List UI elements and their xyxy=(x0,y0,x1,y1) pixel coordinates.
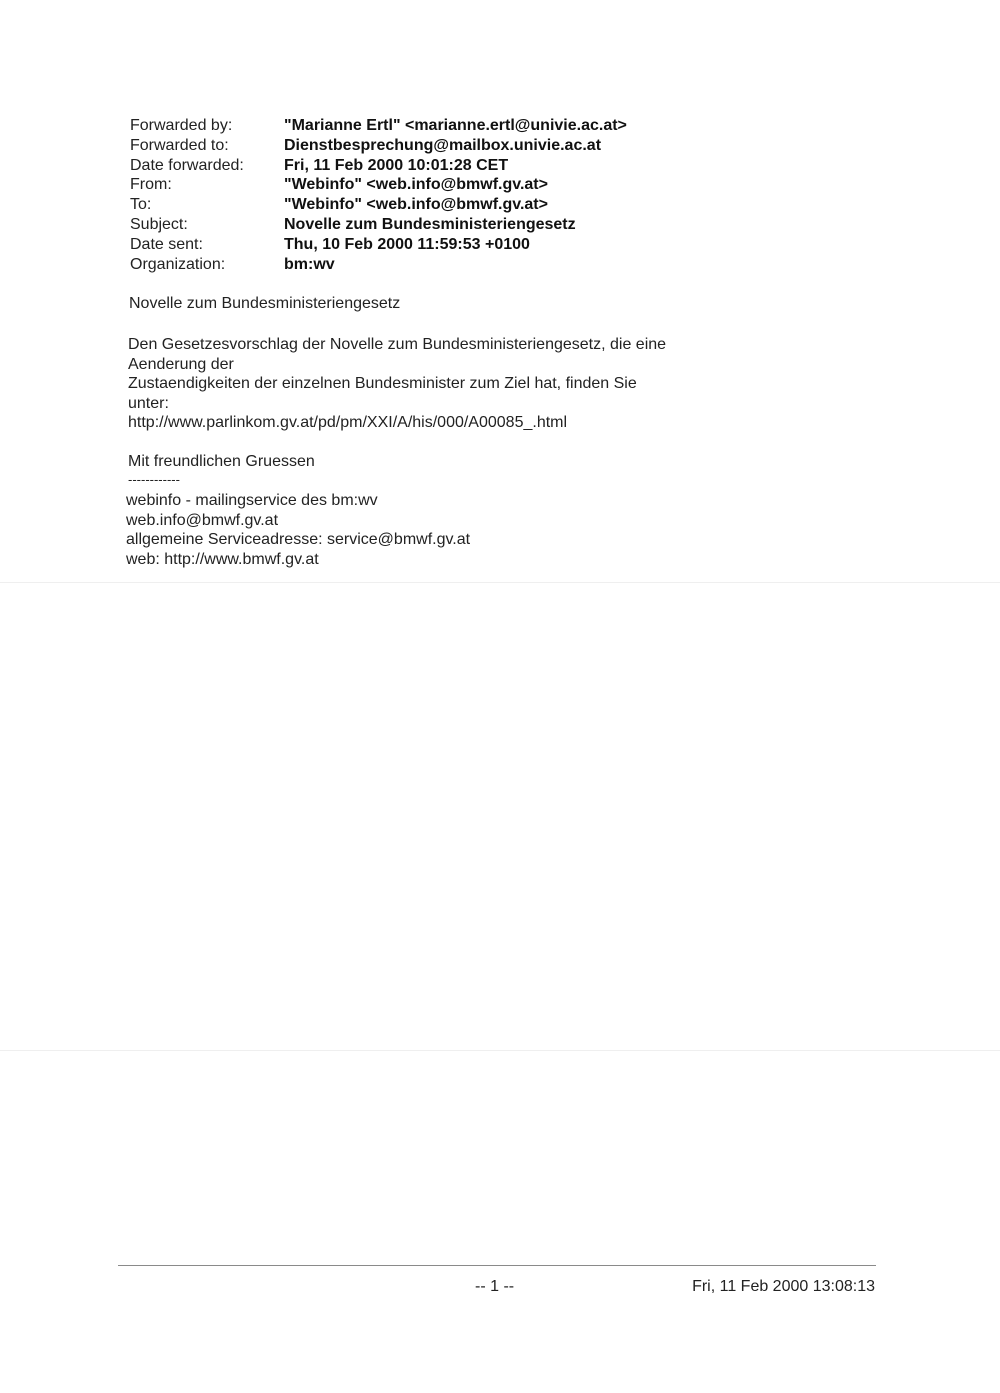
header-label: Date sent: xyxy=(130,235,203,253)
header-value: "Webinfo" <web.info@bmwf.gv.at> xyxy=(284,196,548,214)
signature-line: allgemeine Serviceadresse: service@bmwf.gv.at xyxy=(126,531,471,548)
header-value: bm:wv xyxy=(284,255,335,273)
signature-separator: ------------ xyxy=(128,472,180,487)
paragraph-line: Zustaendigkeiten der einzelnen Bundesminister zum Ziel hat, finden Sie xyxy=(128,375,637,392)
header-label: From: xyxy=(130,176,172,194)
paragraph-line: Aenderung der xyxy=(128,355,234,373)
header-value: Dienstbesprechung@mailbox.univie.ac.at xyxy=(284,136,602,154)
signature-line: web: http://www.bmwf.gv.at xyxy=(126,550,319,568)
footer-rule xyxy=(118,1265,876,1266)
header-row-from xyxy=(130,175,627,195)
header-row-date-sent xyxy=(130,235,627,255)
greeting: Mit freundlichen Gruessen xyxy=(128,453,315,470)
header-row-to xyxy=(130,195,627,215)
header-value: Fri, 11 Feb 2000 10:01:28 CET xyxy=(284,156,509,174)
footer-printed-date: Fri, 11 Feb 2000 13:08:13 xyxy=(692,1278,875,1295)
header-row-organization xyxy=(130,255,627,275)
email-header-block xyxy=(130,116,627,274)
header-value: "Marianne Ertl" <marianne.ertl@univie.ac.at> xyxy=(284,117,627,134)
header-row-subject xyxy=(130,215,627,235)
paragraph-url: http://www.parlinkom.gv.at/pd/pm/XXI/A/his/000/A00085_.html xyxy=(128,414,568,431)
header-row-forwarded-by xyxy=(130,116,627,136)
signature-line: web.info@bmwf.gv.at xyxy=(126,511,279,529)
header-value: Novelle zum Bundesministeriengesetz xyxy=(284,215,576,233)
header-label: Date forwarded: xyxy=(130,156,244,174)
paragraph-line: Den Gesetzesvorschlag der Novelle zum Bundesministeriengesetz, die eine xyxy=(128,336,667,353)
message-paragraph xyxy=(128,335,666,433)
signature-block xyxy=(126,491,470,569)
paragraph-line: unter: xyxy=(128,394,169,412)
header-value: "Webinfo" <web.info@bmwf.gv.at> xyxy=(284,176,548,194)
header-value: Thu, 10 Feb 2000 11:59:53 +0100 xyxy=(284,235,530,253)
paper-fold-line xyxy=(0,582,1000,583)
header-row-date-forwarded xyxy=(130,156,627,176)
header-label: Organization: xyxy=(130,255,226,273)
header-row-forwarded-to xyxy=(130,136,627,156)
paper-fold-line xyxy=(0,1050,1000,1051)
header-label: Subject: xyxy=(130,215,188,233)
message-title: Novelle zum Bundesministeriengesetz xyxy=(129,295,401,312)
header-label: Forwarded to: xyxy=(130,136,229,154)
header-label: Forwarded by: xyxy=(130,117,233,134)
signature-line: webinfo - mailingservice des bm:wv xyxy=(126,492,378,509)
header-label: To: xyxy=(130,196,152,214)
footer-page-number: -- 1 -- xyxy=(475,1278,515,1295)
